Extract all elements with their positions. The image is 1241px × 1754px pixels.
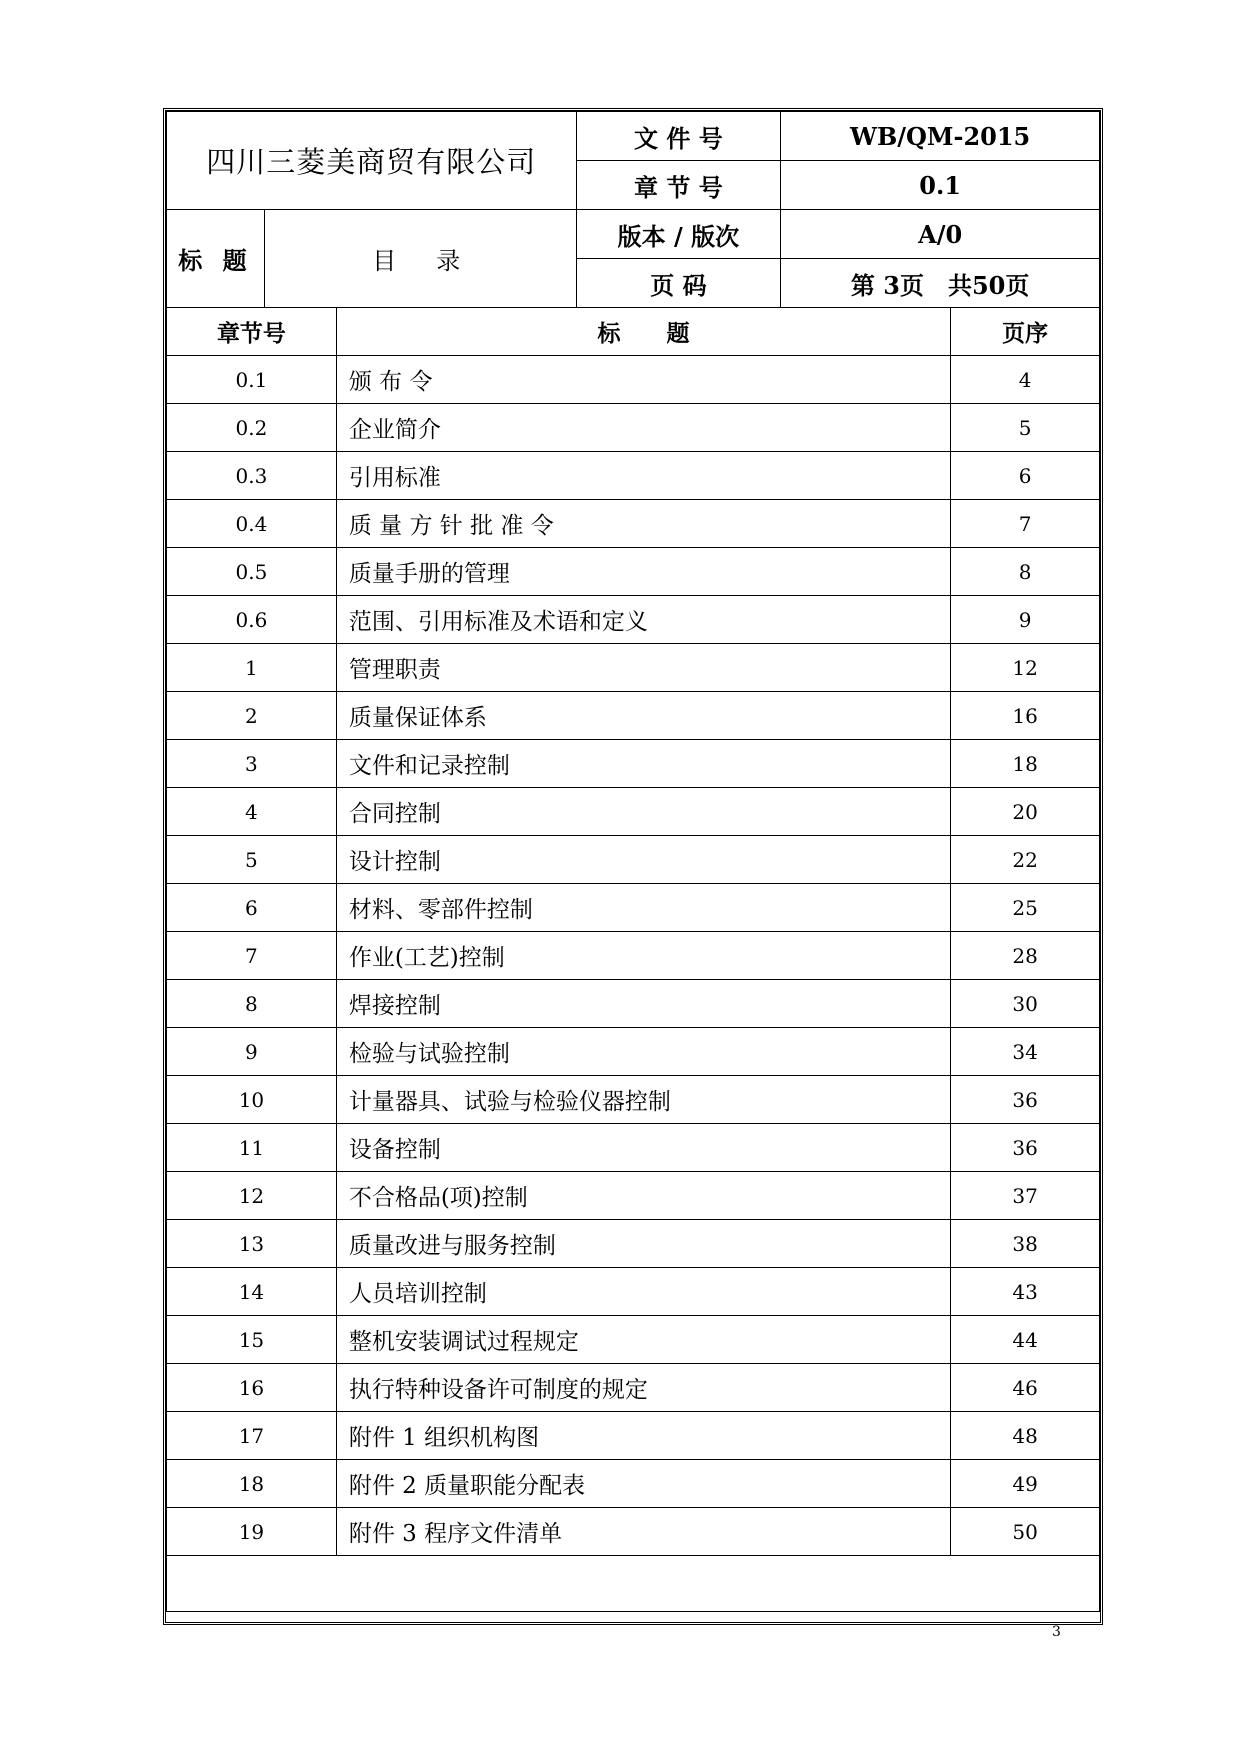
- toc-chapter-no: 7: [167, 932, 337, 980]
- toc-page: 38: [951, 1220, 1100, 1268]
- toc-title: 检验与试验控制: [336, 1028, 950, 1076]
- toc-row: [167, 1028, 1100, 1076]
- toc-chapter-no: 12: [167, 1172, 337, 1220]
- toc-page: 43: [951, 1268, 1100, 1316]
- toc-chapter-no: 0.1: [167, 356, 337, 404]
- toc-page: 46: [951, 1364, 1100, 1412]
- toc-row: [167, 548, 1100, 596]
- toc-page: 50: [951, 1508, 1100, 1556]
- toc-chapter-no: 11: [167, 1124, 337, 1172]
- field-value-chapter-no: 0.1: [781, 161, 1100, 210]
- toc-table: [166, 307, 1100, 1612]
- toc-header-page: 页序: [951, 308, 1100, 356]
- field-value-doc-no: WB/QM-2015: [781, 112, 1100, 161]
- toc-page: 20: [951, 788, 1100, 836]
- toc-row: [167, 692, 1100, 740]
- toc-row: [167, 1172, 1100, 1220]
- toc-title: 作业(工艺)控制: [336, 932, 950, 980]
- toc-empty-row: [167, 1556, 1100, 1612]
- toc-page: 34: [951, 1028, 1100, 1076]
- toc-title: 执行特种设备许可制度的规定: [336, 1364, 950, 1412]
- toc-row: [167, 1364, 1100, 1412]
- toc-empty-cell: [167, 1556, 1100, 1612]
- toc-page: 22: [951, 836, 1100, 884]
- toc-title: 人员培训控制: [336, 1268, 950, 1316]
- toc-page: 9: [951, 596, 1100, 644]
- toc-page: 44: [951, 1316, 1100, 1364]
- toc-page: 12: [951, 644, 1100, 692]
- field-value-version: A/0: [781, 210, 1100, 259]
- toc-row: [167, 1124, 1100, 1172]
- toc-title: 文件和记录控制: [336, 740, 950, 788]
- toc-page: 5: [951, 404, 1100, 452]
- toc-row: [167, 596, 1100, 644]
- toc-chapter-no: 9: [167, 1028, 337, 1076]
- toc-header-title: 标 题: [336, 308, 950, 356]
- document-header-table: [166, 111, 1100, 308]
- toc-title: 合同控制: [336, 788, 950, 836]
- toc-title: 焊接控制: [336, 980, 950, 1028]
- company-name: 四川三菱美商贸有限公司: [167, 112, 577, 210]
- toc-page: 36: [951, 1124, 1100, 1172]
- toc-page: 6: [951, 452, 1100, 500]
- toc-title: 附件 3 程序文件清单: [336, 1508, 950, 1556]
- toc-page: 36: [951, 1076, 1100, 1124]
- toc-title: 质量保证体系: [336, 692, 950, 740]
- toc-row: [167, 500, 1100, 548]
- toc-page: 16: [951, 692, 1100, 740]
- page-number: 3: [1052, 1624, 1061, 1640]
- toc-page: 28: [951, 932, 1100, 980]
- toc-title: 附件 1 组织机构图: [336, 1412, 950, 1460]
- toc-chapter-no: 0.2: [167, 404, 337, 452]
- field-label-version: 版本 / 版次: [576, 210, 781, 259]
- toc-chapter-no: 10: [167, 1076, 337, 1124]
- toc-title: 材料、零部件控制: [336, 884, 950, 932]
- toc-page: 4: [951, 356, 1100, 404]
- toc-row: [167, 1316, 1100, 1364]
- toc-title: 整机安装调试过程规定: [336, 1316, 950, 1364]
- toc-title: 计量器具、试验与检验仪器控制: [336, 1076, 950, 1124]
- toc-chapter-no: 0.4: [167, 500, 337, 548]
- toc-row: [167, 740, 1100, 788]
- toc-title: 设备控制: [336, 1124, 950, 1172]
- field-label-page: 页 码: [576, 259, 781, 308]
- toc-title: 设计控制: [336, 836, 950, 884]
- toc-title: 引用标准: [336, 452, 950, 500]
- toc-chapter-no: 0.5: [167, 548, 337, 596]
- document-title: 目 录: [264, 210, 576, 308]
- field-label-doc-no: 文 件 号: [576, 112, 781, 161]
- toc-chapter-no: 0.6: [167, 596, 337, 644]
- toc-chapter-no: 17: [167, 1412, 337, 1460]
- toc-page: 7: [951, 500, 1100, 548]
- toc-chapter-no: 3: [167, 740, 337, 788]
- toc-row: [167, 932, 1100, 980]
- toc-chapter-no: 5: [167, 836, 337, 884]
- toc-page: 25: [951, 884, 1100, 932]
- toc-page: 30: [951, 980, 1100, 1028]
- toc-page: 18: [951, 740, 1100, 788]
- field-label-chapter-no: 章 节 号: [576, 161, 781, 210]
- toc-row: [167, 1268, 1100, 1316]
- toc-row: [167, 1220, 1100, 1268]
- toc-row: [167, 788, 1100, 836]
- field-value-page: 第 3页 共50页: [781, 259, 1100, 308]
- toc-chapter-no: 1: [167, 644, 337, 692]
- toc-row: [167, 1460, 1100, 1508]
- toc-chapter-no: 16: [167, 1364, 337, 1412]
- toc-title: 管理职责: [336, 644, 950, 692]
- toc-row: [167, 884, 1100, 932]
- toc-title: 不合格品(项)控制: [336, 1172, 950, 1220]
- document-frame: [163, 108, 1103, 1625]
- toc-chapter-no: 18: [167, 1460, 337, 1508]
- toc-row: [167, 644, 1100, 692]
- toc-title: 企业简介: [336, 404, 950, 452]
- toc-chapter-no: 0.3: [167, 452, 337, 500]
- toc-page: 49: [951, 1460, 1100, 1508]
- toc-row: [167, 356, 1100, 404]
- toc-chapter-no: 13: [167, 1220, 337, 1268]
- toc-row: [167, 980, 1100, 1028]
- toc-chapter-no: 4: [167, 788, 337, 836]
- toc-chapter-no: 6: [167, 884, 337, 932]
- title-label: 标 题: [167, 210, 265, 308]
- toc-chapter-no: 19: [167, 1508, 337, 1556]
- toc-chapter-no: 2: [167, 692, 337, 740]
- toc-row: [167, 452, 1100, 500]
- toc-title: 质量改进与服务控制: [336, 1220, 950, 1268]
- toc-title: 颁 布 令: [336, 356, 950, 404]
- toc-row: [167, 404, 1100, 452]
- toc-row: [167, 1076, 1100, 1124]
- toc-page: 37: [951, 1172, 1100, 1220]
- toc-page: 8: [951, 548, 1100, 596]
- toc-title: 质 量 方 针 批 准 令: [336, 500, 950, 548]
- toc-title: 范围、引用标准及术语和定义: [336, 596, 950, 644]
- toc-title: 附件 2 质量职能分配表: [336, 1460, 950, 1508]
- toc-chapter-no: 15: [167, 1316, 337, 1364]
- toc-row: [167, 1508, 1100, 1556]
- toc-chapter-no: 8: [167, 980, 337, 1028]
- toc-row: [167, 1412, 1100, 1460]
- toc-chapter-no: 14: [167, 1268, 337, 1316]
- toc-title: 质量手册的管理: [336, 548, 950, 596]
- toc-header-chapter: 章节号: [167, 308, 337, 356]
- toc-page: 48: [951, 1412, 1100, 1460]
- toc-row: [167, 836, 1100, 884]
